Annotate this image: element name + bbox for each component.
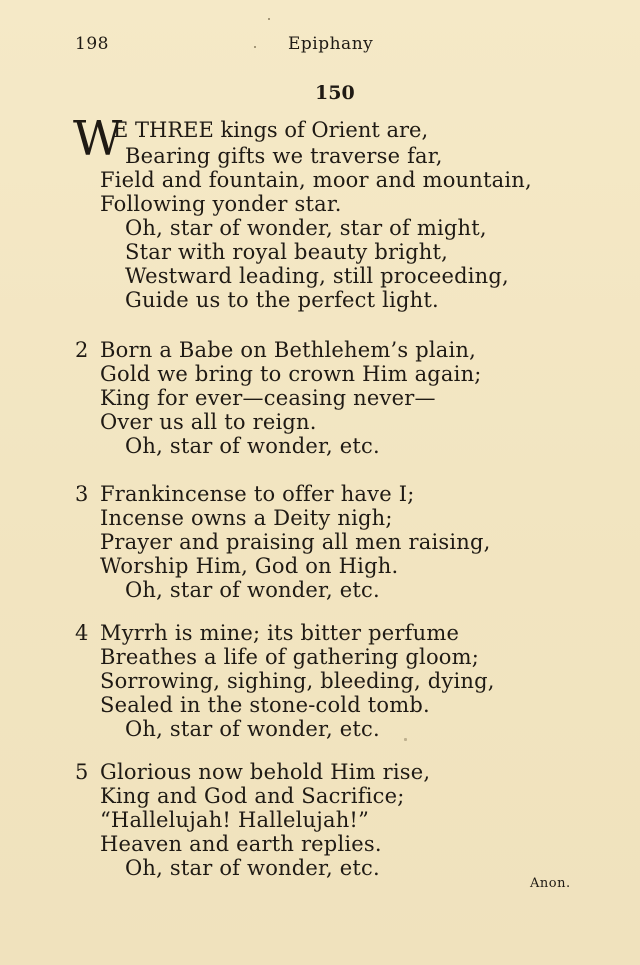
- stanza-number: 3: [75, 482, 89, 506]
- stanza-number: 5: [75, 760, 89, 784]
- verse-line: Sorrowing, sighing, bleeding, dying,: [100, 669, 495, 693]
- refrain-line: Oh, star of wonder, etc.: [125, 434, 380, 458]
- refrain-line: Oh, star of wonder, etc.: [125, 717, 380, 741]
- stanza-number: 2: [75, 338, 89, 362]
- refrain-line: Westward leading, still proceeding,: [125, 264, 509, 288]
- refrain-line: Oh, star of wonder, etc.: [125, 578, 380, 602]
- verse-line: Worship Him, God on High.: [100, 554, 399, 578]
- verse-line: King and God and Sacrifice;: [100, 784, 405, 808]
- verse-line: Breathes a life of gathering gloom;: [100, 645, 480, 669]
- hymn-number: 150: [315, 82, 355, 104]
- stanza-number: 4: [75, 621, 89, 645]
- verse-line: Gold we bring to crown Him again;: [100, 362, 482, 386]
- refrain-line: Guide us to the perfect light.: [125, 288, 439, 312]
- refrain-line: Star with royal beauty bright,: [125, 240, 449, 264]
- verse-line: Frankincense to offer have I;: [100, 482, 415, 506]
- verse-line: Born a Babe on Bethlehem’s plain,: [100, 338, 477, 362]
- verse-line: Sealed in the stone-cold tomb.: [100, 693, 430, 717]
- verse-line: Prayer and praising all men raising,: [100, 530, 491, 554]
- verse-line: King for ever—ceasing never—: [100, 386, 436, 410]
- drop-cap: W: [73, 111, 123, 167]
- page-number: 198: [75, 34, 109, 54]
- verse-line: Glorious now behold Him rise,: [100, 760, 431, 784]
- refrain-line: Oh, star of wonder, star of might,: [125, 216, 487, 240]
- verse-line: Incense owns a Deity nigh;: [100, 506, 393, 530]
- paper-speck: [268, 18, 270, 20]
- verse-line: “Hallelujah! Hallelujah!”: [100, 808, 370, 832]
- verse-line: Bearing gifts we traverse far,: [125, 144, 443, 168]
- verse-line: Myrrh is mine; its bitter perfume: [100, 621, 460, 645]
- verse-line: Following yonder star.: [100, 192, 342, 216]
- paper-speck: [254, 46, 256, 48]
- refrain-line: Oh, star of wonder, etc.: [125, 856, 380, 880]
- paper-speck: [404, 738, 407, 741]
- verse-line: Over us all to reign.: [100, 410, 317, 434]
- verse-line: Heaven and earth replies.: [100, 832, 382, 856]
- running-head: Epiphany: [288, 34, 374, 54]
- first-line: E THREE kings of Orient are,: [113, 118, 429, 142]
- verse-line: Field and fountain, moor and mountain,: [100, 168, 532, 192]
- author-credit: Anon.: [530, 876, 571, 891]
